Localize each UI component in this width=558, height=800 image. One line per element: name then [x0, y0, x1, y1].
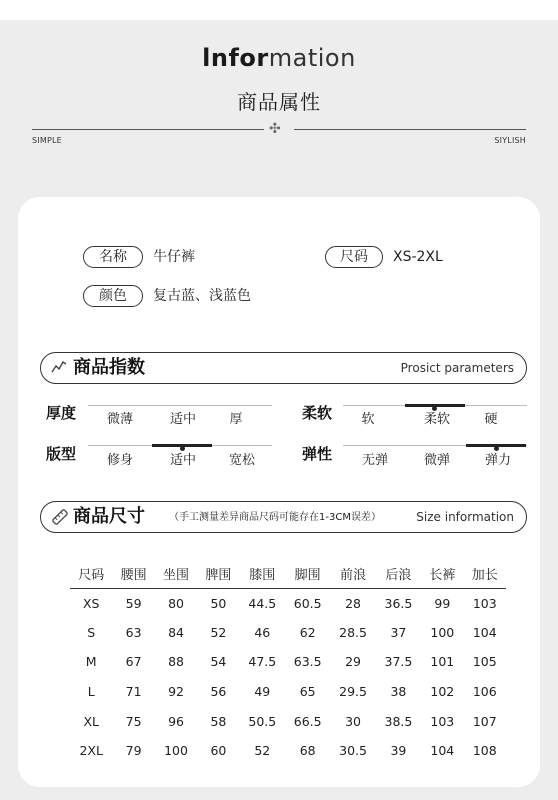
- parameters-english-label: Prosict parameters: [400, 361, 514, 375]
- table-cell: 104: [430, 743, 455, 759]
- scale-line-thickness: [88, 405, 272, 406]
- size-header-cell: 前浪: [330, 560, 375, 588]
- size-header-cell: 腰围: [112, 560, 154, 588]
- table-cell: 37.5: [384, 654, 413, 670]
- param-label-thickness: 厚度: [46, 404, 77, 422]
- table-cell: XS: [82, 595, 100, 611]
- table-cell: 38: [390, 684, 407, 700]
- table-cell: 106: [472, 684, 497, 700]
- table-cell: XL: [83, 713, 99, 729]
- size-table: [70, 560, 506, 766]
- size-header-cell: 脾围: [197, 560, 239, 588]
- page-subtitle: 商品属性: [237, 90, 321, 114]
- table-cell: 63: [125, 624, 142, 640]
- table-cell: 102: [430, 684, 455, 700]
- scale-marker-softness: [432, 406, 437, 411]
- param-label-fit: 版型: [46, 445, 77, 463]
- scale-marker-elasticity: [494, 446, 499, 451]
- table-cell: 30: [345, 713, 362, 729]
- table-cell: 67: [125, 654, 142, 670]
- parameters-section-header: [40, 352, 527, 384]
- option-medium-soft: 柔软: [423, 412, 450, 427]
- size-table-header-row: [70, 560, 506, 588]
- param-label-softness: 柔软: [302, 404, 333, 422]
- option-thick: 厚: [229, 412, 243, 427]
- table-cell: 80: [168, 595, 184, 611]
- option-loose: 宽松: [228, 453, 255, 468]
- attribute-label-color: 颜色: [83, 285, 143, 307]
- table-cell: 63.5: [293, 654, 322, 670]
- table-cell: 44.5: [248, 595, 277, 611]
- table-cell: 88: [168, 654, 184, 670]
- ruler-icon: [51, 508, 69, 530]
- size-english-label: Size information: [416, 510, 514, 524]
- table-cell: 28: [345, 595, 362, 611]
- table-cell: 52: [210, 624, 227, 640]
- table-cell: 96: [168, 713, 184, 729]
- table-cell: 54: [210, 654, 227, 670]
- edge-label-right: SIYLISH: [494, 136, 526, 145]
- table-cell: 29: [345, 654, 362, 670]
- table-cell: 58: [210, 713, 227, 729]
- size-header-cell: 加长: [464, 560, 506, 588]
- table-cell: 99: [434, 595, 451, 611]
- option-regular-fit: 适中: [169, 453, 196, 468]
- table-cell: 108: [472, 743, 497, 759]
- trend-icon: [51, 359, 67, 379]
- size-header-cell: 坐围: [155, 560, 197, 588]
- size-header-cell: 尺码: [70, 560, 112, 588]
- table-cell: 66.5: [293, 713, 322, 729]
- table-cell: 65: [299, 684, 316, 700]
- table-cell: 71: [125, 684, 142, 700]
- table-cell: 36.5: [384, 595, 413, 611]
- table-cell: 39: [390, 743, 407, 759]
- table-cell: 38.5: [384, 713, 413, 729]
- divider-right: [294, 129, 526, 130]
- size-header-cell: 后浪: [376, 560, 421, 588]
- table-row: [70, 736, 506, 766]
- attribute-value-name: 牛仔裤: [153, 249, 195, 265]
- table-cell: 28.5: [339, 624, 367, 640]
- attribute-value-size: XS-2XL: [393, 249, 443, 265]
- table-cell: 75: [125, 713, 142, 729]
- table-row: [70, 618, 506, 648]
- table-cell: 79: [125, 743, 142, 759]
- table-cell: 46: [254, 624, 271, 640]
- table-cell: 101: [430, 654, 455, 670]
- table-row: [70, 588, 506, 618]
- table-cell: 30.5: [339, 743, 367, 759]
- table-row: [70, 647, 506, 677]
- table-cell: 62: [299, 624, 316, 640]
- edge-label-left: SIMPLE: [32, 136, 62, 145]
- scale-marker-fit: [180, 446, 185, 451]
- option-soft: 软: [361, 412, 375, 427]
- table-cell: 52: [254, 743, 271, 759]
- table-cell: L: [87, 684, 95, 700]
- table-cell: 2XL: [79, 743, 103, 759]
- table-cell: S: [87, 624, 96, 640]
- option-stretch: 弹力: [484, 453, 511, 468]
- table-cell: 103: [430, 713, 455, 729]
- divider-left: [32, 129, 264, 130]
- option-no-stretch: 无弹: [361, 453, 388, 468]
- option-slight-stretch: 微弹: [423, 453, 450, 468]
- table-cell: 100: [430, 624, 455, 640]
- option-slim: 修身: [106, 453, 133, 468]
- table-cell: 104: [472, 624, 497, 640]
- table-cell: 50.5: [248, 713, 277, 729]
- table-cell: 37: [390, 624, 407, 640]
- divider-ornament-icon: ✣: [269, 121, 281, 137]
- attribute-value-color: 复古蓝、浅蓝色: [153, 288, 251, 304]
- table-cell: 50: [210, 595, 227, 611]
- table-cell: M: [85, 654, 97, 670]
- size-title: 商品尺寸: [73, 506, 145, 527]
- param-label-elasticity: 弹性: [302, 445, 333, 463]
- table-cell: 84: [168, 624, 184, 640]
- page-title-bold: lnfor: [202, 44, 269, 72]
- size-section-header: [40, 501, 527, 533]
- table-cell: 56: [210, 684, 227, 700]
- size-header-cell: 长裤: [421, 560, 463, 588]
- table-cell: 47.5: [248, 654, 277, 670]
- parameters-title: 商品指数: [73, 357, 145, 378]
- top-white-band: [0, 0, 558, 20]
- table-cell: 29.5: [339, 684, 367, 700]
- table-cell: 68: [299, 743, 316, 759]
- page-title: [0, 44, 558, 72]
- table-row: [70, 706, 506, 736]
- table-cell: 107: [472, 713, 497, 729]
- page-title-light: mation: [268, 44, 356, 72]
- table-row: [70, 677, 506, 707]
- table-cell: 60.5: [293, 595, 322, 611]
- size-header-cell: 脚围: [285, 560, 330, 588]
- attribute-label-size: 尺码: [325, 246, 383, 268]
- size-measurement-note: （手工测量差异商品尺码可能存在1-3CM误差）: [169, 512, 381, 523]
- table-cell: 49: [254, 684, 271, 700]
- table-cell: 100: [164, 743, 188, 759]
- option-medium-thickness: 适中: [169, 412, 196, 427]
- table-cell: 105: [472, 654, 497, 670]
- attribute-label-name: 名称: [83, 246, 143, 268]
- option-thin: 微薄: [106, 412, 133, 427]
- option-hard: 硬: [484, 412, 498, 427]
- table-cell: 60: [210, 743, 227, 759]
- table-cell: 103: [472, 595, 497, 611]
- table-cell: 92: [168, 684, 184, 700]
- size-header-cell: 膝围: [240, 560, 285, 588]
- table-cell: 59: [125, 595, 142, 611]
